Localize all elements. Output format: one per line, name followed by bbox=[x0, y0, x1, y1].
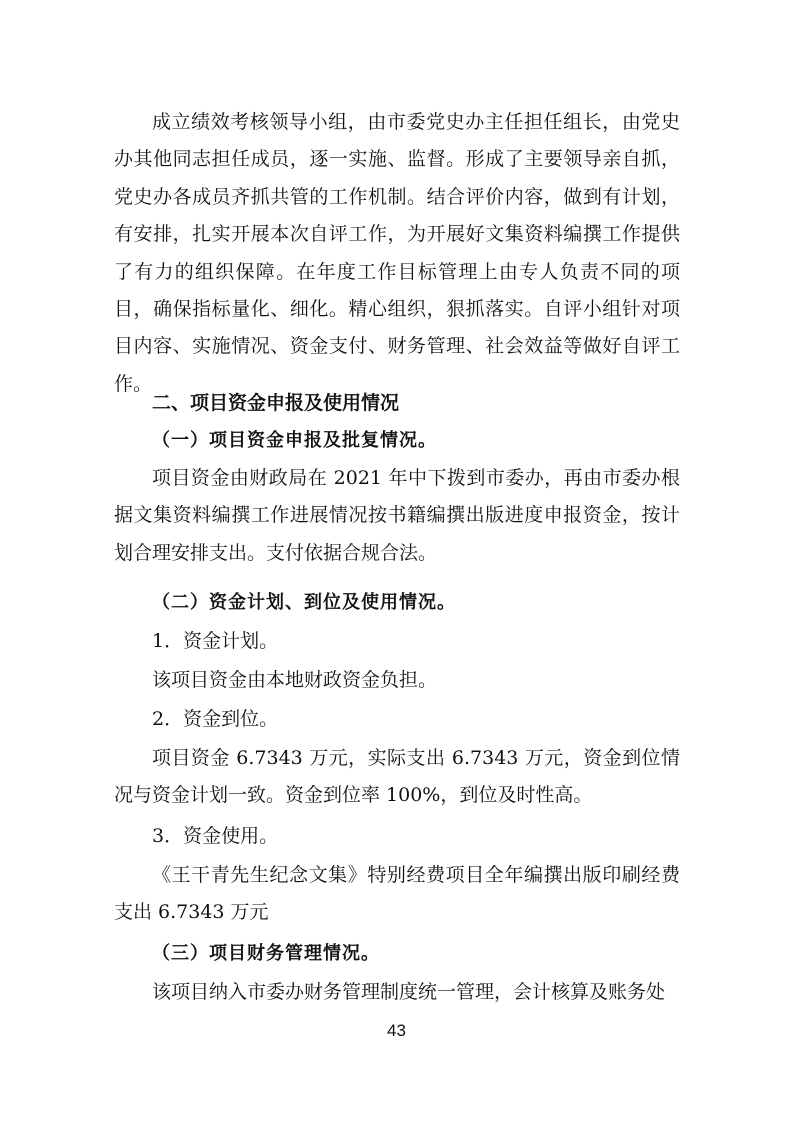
section-heading-funding: 二、项目资金申报及使用情况 bbox=[152, 392, 400, 414]
item-body-plan: 该项目资金由本地财政资金负担。 bbox=[152, 669, 438, 691]
subsection-heading-plan: （二）资金计划、到位及使用情况。 bbox=[152, 592, 456, 613]
item-label-plan: 1．资金计划。 bbox=[152, 630, 279, 652]
item-label-arrival: 2．资金到位。 bbox=[152, 708, 279, 730]
paragraph-performance-team: 成立绩效考核领导小组，由市委党史办主任担任组长，由党史办其他同志担任成员，逐一实施、监督。形成了主要领导亲自抓，党史办各成员齐抓共管的工作机制。结合评价内容，做到有计划，有安排，扎实开展本次自评工作，为开展好文集资料编撰工作提供了有力的组织保障。在年度工作目标管理上由专人负责不同的项目，确保指标量化、细化。精心组织，狠抓落实。自评小组针对项目内容、实施情况、资金支付、财务管理、社会效益等做好自评工作。 bbox=[114, 111, 680, 395]
subsection-heading-finance: （三）项目财务管理情况。 bbox=[152, 943, 380, 964]
paragraph-application: 项目资金由财政局在 2021 年中下拨到市委办，再由市委办根据文集资料编撰工作进展情况按书籍编撰出版进度申报资金，按计划合理安排支出。支付依据合规合法。 bbox=[114, 467, 680, 564]
paragraph-finance: 该项目纳入市委办财务管理制度统一管理，会计核算及账务处 bbox=[152, 981, 666, 1003]
item-body-usage: 《王干青先生纪念文集》特别经费项目全年编撰出版印刷经费支出 6.7343 万元 bbox=[114, 864, 680, 924]
item-body-arrival: 项目资金 6.7343 万元，实际支出 6.7343 万元，资金到位情况与资金计划一致。资金到位率 100%，到位及时性高。 bbox=[114, 747, 680, 807]
item-label-usage: 3．资金使用。 bbox=[152, 825, 279, 847]
page-number: 43 bbox=[387, 1021, 406, 1040]
subsection-heading-application: （一）项目资金申报及批复情况。 bbox=[152, 430, 437, 451]
